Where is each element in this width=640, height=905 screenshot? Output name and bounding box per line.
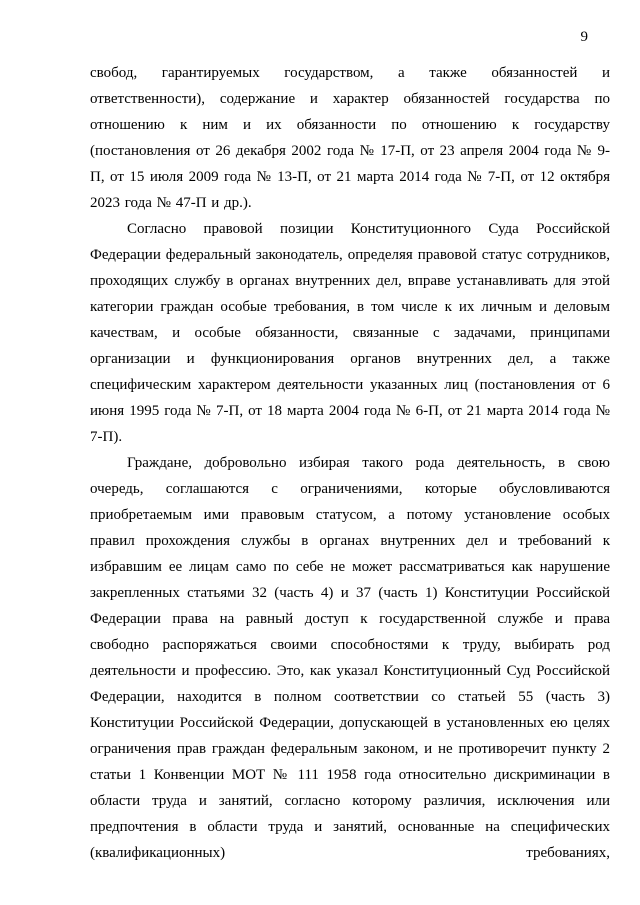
paragraph-continuation: свобод, гарантируемых государством, а также обязанностей и ответственности), содержание и характер обязанностей государства по отношению к ним и их обязанности по отношению к государству (постановления от 26 декабря 2002 года № 17-П, от 23 апреля 2004 года № 9-П, от 15 июля 2009 года № 13-П, от 21 марта 2014 года № 7-П, от 12 октября 2023 года № 47-П и др.). (90, 65, 610, 211)
page-number: 9 (580, 29, 588, 45)
paragraph-legal-position: Согласно правовой позиции Конституционного Суда Российской Федерации федеральный законодатель, определяя правовой статус сотрудников, проходящих службу в органах внутренних дел, вправе устанавливать для этой категории граждан особые требования, в том числе к их личным и деловым качествам, и особые обязанности, связанные с задачами, принципами организации и функционирования органов внутренних дел, а также специфическим характером деятельности указанных лиц (постановления от 6 июня 1995 года № 7-П, от 18 марта 2004 года № 6-П, от 21 марта 2014 года № 7-П). (90, 221, 610, 445)
document-body (90, 60, 610, 866)
paragraph-citizens: Граждане, добровольно избирая такого рода деятельность, в свою очередь, соглашаются с ограничениями, которые обусловливаются приобретаемым ими правовым статусом, а потому установление особых правил прохождения службы в органах внутренних дел и требований к избравшим ее лицам само по себе не может рассматриваться как нарушение закрепленных статьями 32 (часть 4) и 37 (часть 1) Конституции Российской Федерации права на равный доступ к государственной службе и права свободно распоряжаться своими способностями к труду, выбирать род деятельности и профессию. Это, как указал Конституционный Суд Российской Федерации, находится в полном соответствии со статьей 55 (часть 3) Конституции Российской Федерации, допускающей в установленных ею целях ограничения прав граждан федеральным законом, и не противоречит пункту 2 статьи 1 Конвенции МОТ № 111 1958 года относительно дискриминации в области труда и занятий, согласно которому различия, исключения или предпочтения в области труда и занятий, основанные на специфических (квалификационных) требованиях, (90, 455, 610, 861)
